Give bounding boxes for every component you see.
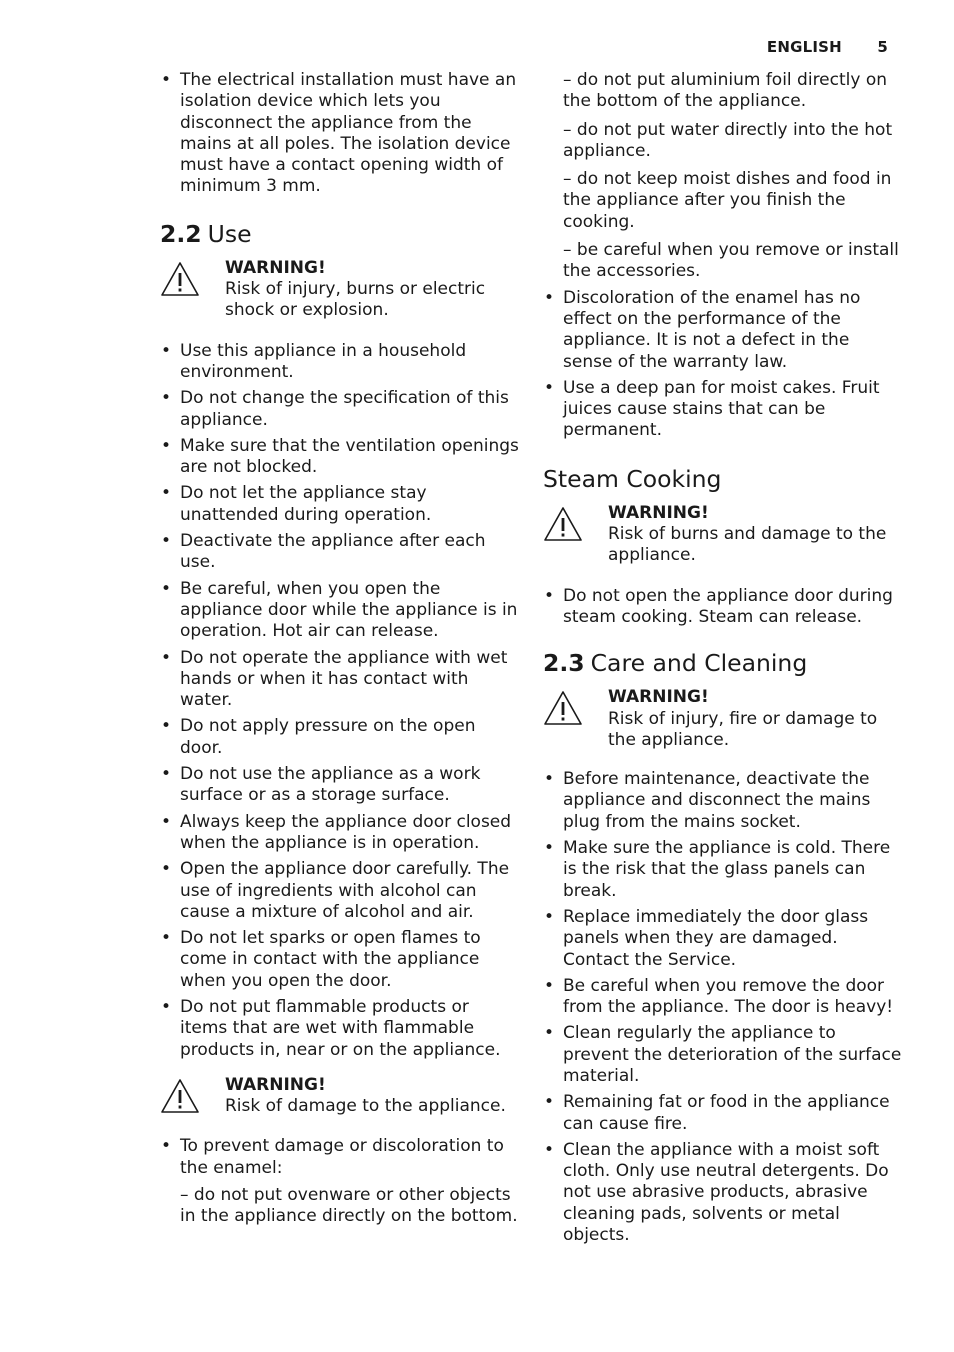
list-item: • Open the appliance door carefully. The use of ingredients with alcohol can cause a mixture of alcohol and air. <box>160 859 520 923</box>
warning-title: WARNING! <box>608 502 709 523</box>
warning-text: Risk of injury, burns or electric shock or explosion. <box>225 279 486 321</box>
section-heading-care <box>543 649 903 677</box>
list-item: • Replace immediately the door glass panels when they are damaged. Contact the Service. <box>543 907 903 971</box>
list-item: • Make sure that the ventilation openings are not blocked. <box>160 436 520 479</box>
section-heading-use <box>160 220 520 248</box>
left-column <box>160 70 520 1235</box>
warning-triangle-icon <box>160 1078 200 1114</box>
warning-title: WARNING! <box>225 1074 326 1095</box>
dash-item: – do not put ovenware or other objects in the appliance directly on the bottom. <box>180 1185 518 1227</box>
list-item: • Do not open the appliance door during steam cooking. Steam can release. <box>543 586 903 629</box>
list-item: • Do not change the specification of this appliance. <box>160 388 520 431</box>
list-item: • Clean regularly the appliance to prevent the deterioration of the surface material. <box>543 1023 903 1087</box>
use-list <box>160 341 520 1061</box>
section-title: Use <box>207 219 252 248</box>
warning-triangle-icon <box>160 261 200 297</box>
warning-block <box>160 1075 520 1118</box>
list-item: • Always keep the appliance door closed when the appliance is in operation. <box>160 812 520 855</box>
right-column <box>543 70 903 1251</box>
language-label: ENGLISH <box>766 38 842 56</box>
dash-item: – do not keep moist dishes and food in the appliance after you finish the cooking. <box>563 169 892 232</box>
list-item: • Do not let the appliance stay unattended during operation. <box>160 483 520 526</box>
dash-item: – do not put water directly into the hot appliance. <box>563 119 893 161</box>
warning-block <box>543 503 903 567</box>
list-item: • Do not operate the appliance with wet hands or when it has contact with water. <box>160 648 520 712</box>
warning-text: Risk of burns and damage to the appliance. <box>608 524 887 566</box>
section-number: 2.3 <box>543 649 585 678</box>
page-number: 5 <box>877 38 888 56</box>
list-item: • Discoloration of the enamel has no effect on the performance of the appliance. It is not a defect in the sense of the warranty law. <box>543 288 903 373</box>
list-item: • Make sure the appliance is cold. There is the risk that the glass panels can break. <box>543 838 903 902</box>
list-item: • Do not let sparks or open flames to come in contact with the appliance when you open the door. <box>160 928 520 992</box>
dash-item: – be careful when you remove or install the accessories. <box>563 240 899 282</box>
section-title: Care and Cleaning <box>590 649 808 678</box>
section-number: 2.2 <box>160 219 202 248</box>
warning-block <box>543 687 903 751</box>
list-item: • Before maintenance, deactivate the appliance and disconnect the mains plug from the mains socket. <box>543 769 903 833</box>
list-item: • Remaining fat or food in the appliance can cause fire. <box>543 1092 903 1135</box>
list-item: • Use a deep pan for moist cakes. Fruit juices cause stains that can be permanent. <box>543 378 903 442</box>
warning-block <box>160 258 520 322</box>
warning-title: WARNING! <box>225 257 326 278</box>
list-item: • Do not apply pressure on the open door. <box>160 716 520 759</box>
list-item: • Be careful when you remove the door from the appliance. The door is heavy! <box>543 976 903 1019</box>
list-item: • Use this appliance in a household environment. <box>160 341 520 384</box>
list-item: • Do not use the appliance as a work surface or as a storage surface. <box>160 764 520 807</box>
warning-text: Risk of injury, fire or damage to the appliance. <box>608 708 878 750</box>
list-item: • Clean the appliance with a moist soft cloth. Only use neutral detergents. Do not use abrasive products, abrasive cleaning pads, solvents or metal objects. <box>543 1140 903 1246</box>
list-item: • The electrical installation must have an isolation device which lets you disconnect the appliance from the mains at all poles. The isolation device must have a contact opening width of minimum 3 mm. <box>160 70 520 198</box>
section-heading-steam: Steam Cooking <box>543 464 722 493</box>
care-list <box>543 769 903 1246</box>
warning-triangle-icon <box>543 690 583 726</box>
list-item: • Do not put flammable products or items that are wet with flammable products in, near or on the appliance. <box>160 997 520 1061</box>
page-header <box>767 38 888 56</box>
list-item: • Be careful, when you open the appliance door while the appliance is in operation. Hot air can release. <box>160 579 520 643</box>
list-item: • To prevent damage or discoloration to the enamel: <box>160 1136 520 1179</box>
list-item: • Deactivate the appliance after each use. <box>160 531 520 574</box>
warning-triangle-icon <box>543 506 583 542</box>
warning-title: WARNING! <box>608 687 709 708</box>
warning-text: Risk of damage to the appliance. <box>225 1096 506 1117</box>
dash-item: – do not put aluminium foil directly on the bottom of the appliance. <box>563 70 888 112</box>
